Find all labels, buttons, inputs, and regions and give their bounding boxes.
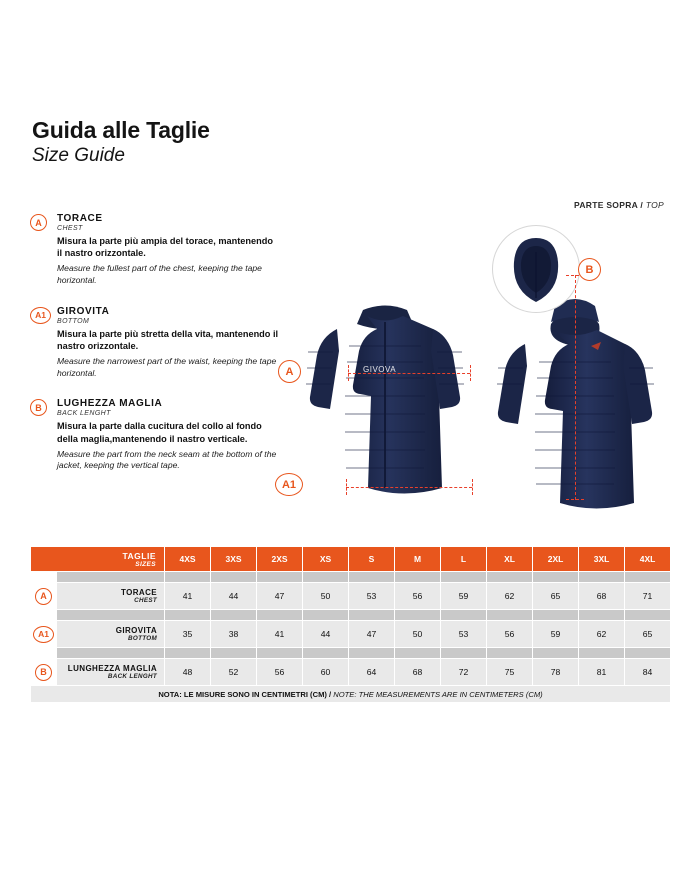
bottom-right-tick: [472, 479, 473, 495]
chest-left-tick: [348, 365, 349, 381]
badge-a-icon: A: [35, 588, 52, 605]
size-header-2xl: 2XL: [533, 547, 579, 572]
top-view-caption-it: PARTE SOPRA: [574, 200, 638, 210]
brand-wordmark: GIVOVA: [363, 365, 397, 374]
size-header-xs: XS: [303, 547, 349, 572]
legend-desc-en: Measure the fullest part of the chest, keeping the tape horizontal.: [57, 263, 262, 286]
legend-desc-it: Misura la parte più ampia del torace, mantenendo il nastro orizzontale.: [57, 236, 273, 259]
row-name-back-length: [57, 659, 165, 686]
cell-backlength-2xs: 56: [257, 659, 303, 686]
jacket-illustration: [270, 215, 680, 525]
table-header-label-it: TAGLIE: [122, 550, 157, 561]
legend-desc-en: Measure the part from the neck seam at the bottom of the jacket, keeping the vertical tape.: [57, 448, 277, 471]
top-view-caption: [574, 200, 664, 210]
bottom-left-tick: [346, 479, 347, 495]
cell-bottom-4xs: 35: [165, 621, 211, 648]
title-sub: Size Guide: [32, 144, 125, 166]
size-header-3xl: 3XL: [579, 547, 625, 572]
legend-name-it: GIROVITA: [57, 305, 110, 317]
table-note-it: NOTA: LE MISURE SONO IN CENTIMETRI (CM): [158, 689, 327, 699]
cell-backlength-2xl: 78: [533, 659, 579, 686]
cell-bottom-3xl: 62: [579, 621, 625, 648]
cell-chest-xs: 50: [303, 583, 349, 610]
chest-measure-line: [348, 373, 470, 374]
cell-bottom-4xl: 65: [625, 621, 671, 648]
table-header-label: [31, 547, 165, 572]
legend-desc-en: Measure the narrowest part of the waist, keeping the tape horizontal.: [57, 356, 277, 378]
table-spacer-row: [31, 610, 671, 621]
row-badge-cell: [31, 583, 57, 610]
badge-a-icon: A: [30, 214, 47, 231]
cell-bottom-3xs: 38: [211, 621, 257, 648]
row-name-bottom: [57, 621, 165, 648]
row-badge-cell: [31, 659, 57, 686]
size-header-3xs: 3XS: [211, 547, 257, 572]
cell-backlength-xs: 60: [303, 659, 349, 686]
hood-detail-circle: [492, 225, 580, 313]
row-name-it: GIROVITA: [115, 626, 158, 635]
marker-b: B: [578, 258, 601, 281]
size-header-2xs: 2XS: [257, 547, 303, 572]
size-header-s: S: [349, 547, 395, 572]
marker-a: A: [278, 360, 301, 383]
size-table: [30, 546, 670, 703]
top-view-caption-sep: /: [637, 200, 646, 210]
badge-a1-icon: A1: [30, 307, 51, 324]
cell-chest-4xs: 41: [165, 583, 211, 610]
legend-item-bottom: [30, 306, 280, 380]
badge-b-icon: B: [35, 664, 52, 681]
title-main: Guida alle Taglie: [32, 117, 210, 143]
legend-name-en: BOTTOM: [57, 317, 90, 325]
row-badge-cell: [31, 621, 57, 648]
marker-a1: A1: [275, 473, 303, 496]
cell-chest-xl: 62: [487, 583, 533, 610]
table-row: [31, 621, 671, 648]
cell-bottom-xs: 44: [303, 621, 349, 648]
cell-bottom-s: 47: [349, 621, 395, 648]
top-view-caption-en: TOP: [645, 200, 664, 210]
legend-desc-it: Misura la parte più stretta della vita, mantenendo il nastro orizzontale.: [57, 328, 279, 351]
page-title: [32, 118, 210, 167]
cell-backlength-l: 72: [441, 659, 487, 686]
cell-chest-3xl: 68: [579, 583, 625, 610]
row-name-en: BACK LENGHT: [107, 673, 158, 680]
cell-bottom-xl: 56: [487, 621, 533, 648]
size-header-4xl: 4XL: [625, 547, 671, 572]
cell-chest-3xs: 44: [211, 583, 257, 610]
table-spacer-row: [31, 572, 671, 583]
cell-backlength-s: 64: [349, 659, 395, 686]
cell-chest-4xl: 71: [625, 583, 671, 610]
cell-bottom-m: 50: [395, 621, 441, 648]
cell-backlength-3xs: 52: [211, 659, 257, 686]
legend-item-chest: [30, 213, 280, 287]
row-name-en: CHEST: [134, 597, 158, 604]
legend-name-it: TORACE: [57, 213, 103, 224]
legend-item-back-length: [30, 398, 280, 472]
legend-name-en: BACK LENGHT: [57, 410, 111, 418]
legend-name-en: CHEST: [57, 225, 83, 232]
cell-chest-2xs: 47: [257, 583, 303, 610]
cell-chest-2xl: 65: [533, 583, 579, 610]
cell-backlength-4xl: 84: [625, 659, 671, 686]
jacket-front-icon: [305, 300, 465, 510]
table-row: [31, 583, 671, 610]
table-header-row: [31, 547, 671, 572]
legend-name-it: LUGHEZZA MAGLIA: [57, 398, 163, 410]
cell-chest-s: 53: [349, 583, 395, 610]
cell-backlength-m: 68: [395, 659, 441, 686]
table-row: [31, 659, 671, 686]
table-spacer-row: [31, 648, 671, 659]
back-length-measure-line: [575, 275, 576, 500]
size-header-l: L: [441, 547, 487, 572]
chest-right-tick: [470, 365, 471, 381]
cell-chest-m: 56: [395, 583, 441, 610]
table-note-en: NOTE: THE MEASUREMENTS ARE IN CENTIMETERS (CM): [333, 689, 543, 699]
table-header-label-en: SIZES: [135, 560, 157, 568]
back-length-bottom-tick: [566, 499, 584, 500]
row-name-it: LUNGHEZZA MAGLIA: [67, 664, 158, 673]
cell-backlength-3xl: 81: [579, 659, 625, 686]
size-header-m: M: [395, 547, 441, 572]
bottom-measure-line: [346, 487, 472, 488]
table-note: [31, 686, 671, 703]
hood-detail-icon: [493, 226, 579, 312]
cell-backlength-xl: 75: [487, 659, 533, 686]
size-header-xl: XL: [487, 547, 533, 572]
table-note-row: [31, 686, 671, 703]
cell-bottom-2xl: 59: [533, 621, 579, 648]
cell-backlength-4xs: 48: [165, 659, 211, 686]
size-header-4xs: 4XS: [165, 547, 211, 572]
table-note-sep: /: [326, 689, 334, 699]
badge-a1-icon: A1: [33, 626, 54, 643]
row-name-en: BOTTOM: [128, 635, 158, 642]
row-name-it: TORACE: [120, 588, 158, 597]
badge-b-icon: B: [30, 399, 47, 416]
legend-desc-it: Misura la parte dalla cucitura del collo al fondo della maglia,mantenendo il nastro verticale.: [57, 421, 262, 444]
cell-bottom-2xs: 41: [257, 621, 303, 648]
row-name-chest: [57, 583, 165, 610]
cell-bottom-l: 53: [441, 621, 487, 648]
cell-chest-l: 59: [441, 583, 487, 610]
measurement-legend: [30, 213, 280, 491]
